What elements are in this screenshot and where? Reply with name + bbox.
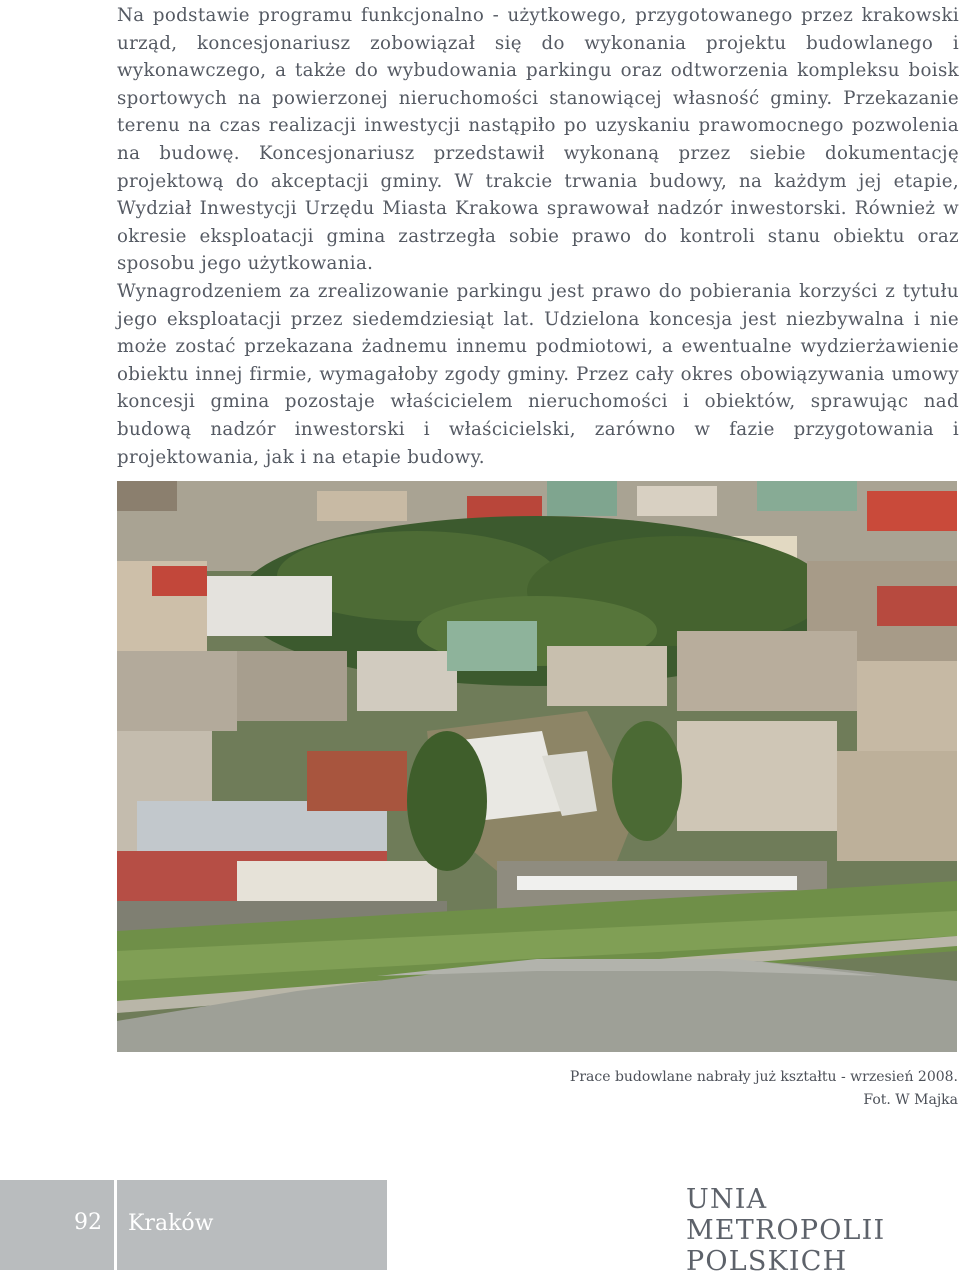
article-paragraph-2: Wynagrodzeniem za zrealizowanie parkingu jest prawo do pobierania korzyści z tytułu jego eksploatacji przez siedemdziesiąt lat. Udzielona koncesja jest niezbywalna i nie może zostać przekazana żadnemu innemu podmiotowi, a ewentualne wydzierżawienie obiektu innej firmie, wymagałoby zgody gminy. Przez cały okres obowiązywania umowy koncesji gmina pozostaje właścicielem nieruchomości i obiektów, sprawując nad budową nadzór inwestorski i właścicielski, zarówno w fazie przygotowania i projektowania, jak i na etapie budowy. [117, 280, 959, 468]
aerial-photo-illustration [117, 481, 957, 1052]
photo-credit: Fot. W Majka [863, 1092, 958, 1108]
photo-caption-block [570, 1066, 958, 1112]
footer-section-box [117, 1180, 387, 1270]
brand-line-1: UNIA METROPOLII [686, 1184, 886, 1246]
photo-caption: Prace budowlane nabrały już kształtu - wrzesień 2008. [569, 1069, 958, 1085]
page-number: 92 [74, 1210, 102, 1235]
aerial-photo [117, 481, 957, 1052]
brand-line-2: POLSKICH [686, 1246, 848, 1277]
article-body [117, 2, 959, 471]
footer-page-box [0, 1180, 114, 1270]
section-name: Kraków [128, 1211, 214, 1236]
publisher-brand [686, 1184, 960, 1277]
article-paragraph-1: Na podstawie programu funkcjonalno - użytkowego, przygotowanego przez krakowski urząd, koncesjonariusz zobowiązał się do wykonania projektu budowlanego i wykonawczego, a także do wybudowania parkingu oraz odtworzenia kompleksu boisk sportowych na powierzonej nieruchomości stanowiącej własność gminy. Przekazanie terenu na czas realizacji inwestycji nastąpiło po uzyskaniu prawomocnego pozwolenia na budowę. Koncesjonariusz przedstawił wykonaną przez siebie dokumentację projektową do akceptacji gminy. W trakcie trwania budowy, na każdym jej etapie, Wydział Inwestycji Urzędu Miasta Krakowa sprawował nadzór inwestorski. Również w okresie eksploatacji gmina zastrzegła sobie prawo do kontroli stanu obiektu oraz sposobu jego użytkowania. [117, 5, 959, 275]
